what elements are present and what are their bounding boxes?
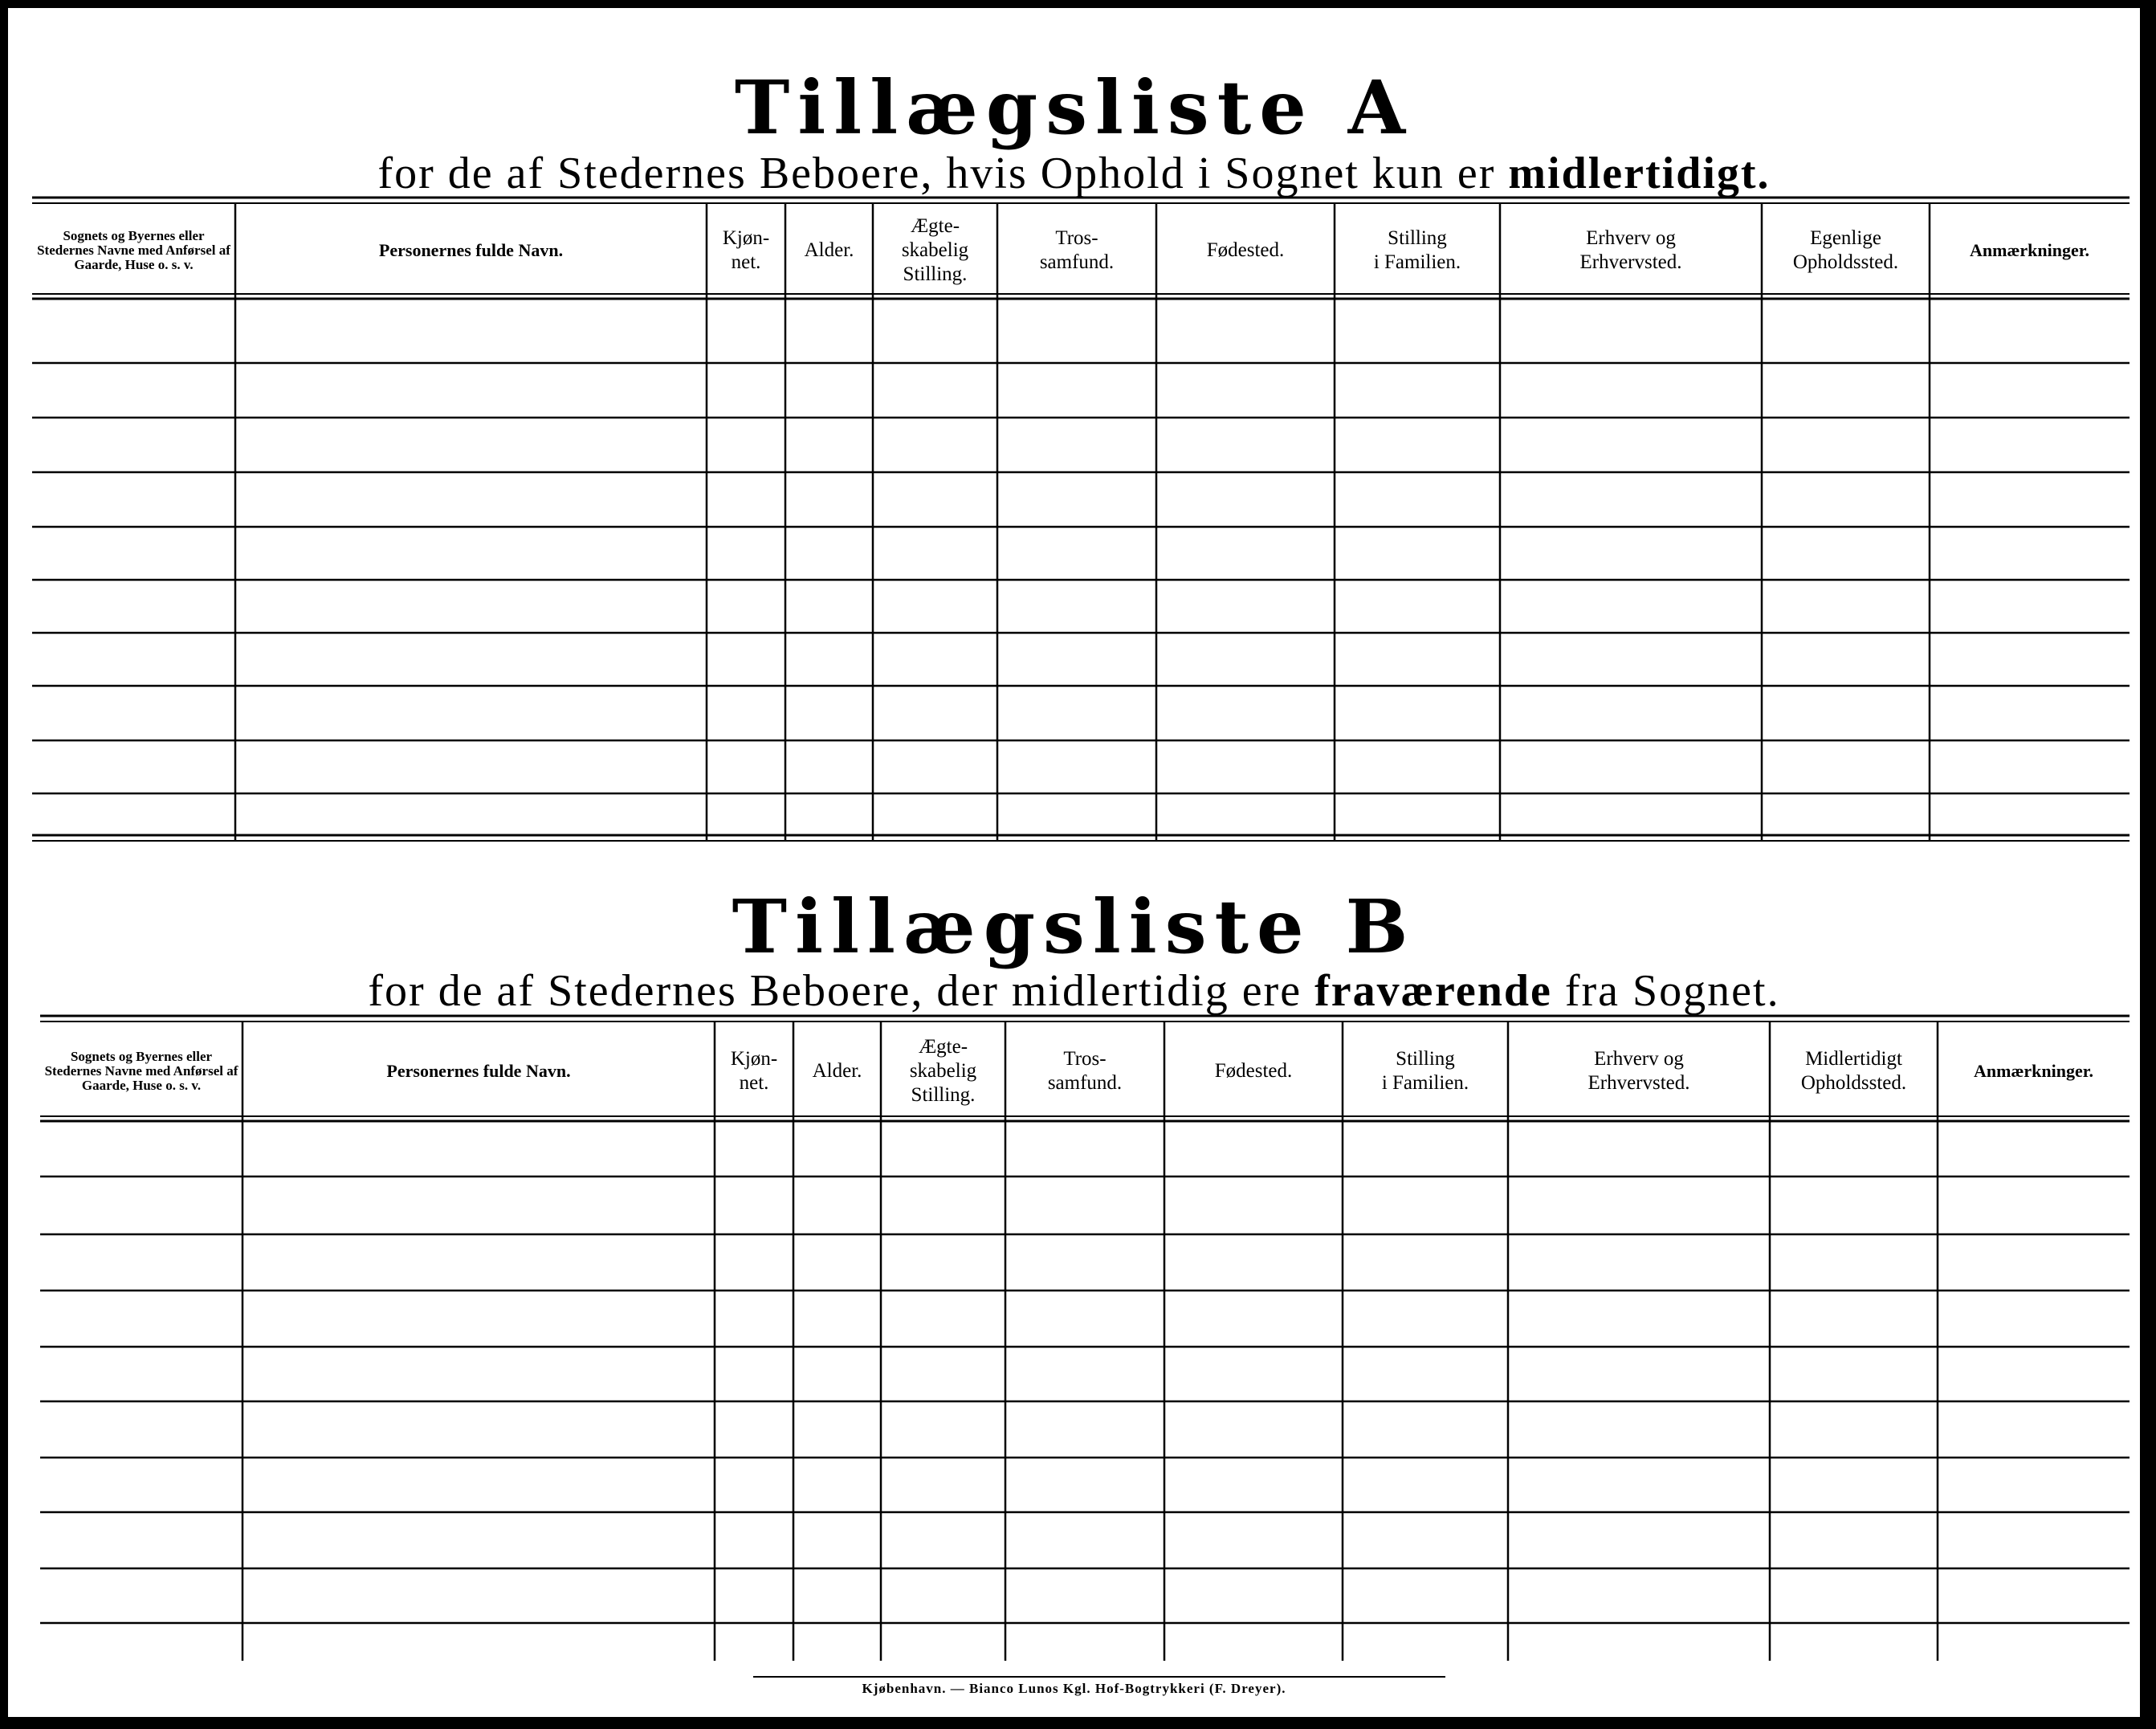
column-header-label: Tros- samfund. <box>1047 1048 1123 1094</box>
column-header-label: Fødested. <box>1206 239 1285 261</box>
list-b-subtitle-bold: fraværende <box>1314 966 1552 1016</box>
column-header-label: Alder. <box>804 239 854 261</box>
column-header-label: Stilling i Familien. <box>1381 1048 1469 1094</box>
list-a-subtitle-bold: midlertidigt. <box>1508 149 1771 198</box>
column-header-label: Kjøn- net. <box>730 1048 778 1094</box>
column-header-label: Anmærkninger. <box>1974 1060 2093 1081</box>
column-header-3 <box>718 1028 790 1115</box>
column-header-label: Ægte- skabelig Stilling. <box>901 215 969 285</box>
column-header-6 <box>1009 1028 1161 1115</box>
list-a-title: Tillægsliste A <box>734 64 1414 151</box>
list-b-subtitle-plain: for de af Stedernes Beboere, der midlertidig ere <box>368 966 1315 1016</box>
column-header-9 <box>1511 1028 1767 1115</box>
column-header-4 <box>797 1028 878 1115</box>
column-header-label: Anmærkninger. <box>1970 239 2089 260</box>
column-header-1 <box>43 1028 239 1115</box>
column-header-label: Sognets og Byernes eller Stedernes Navne med Anførsel af Gaarde, Huse o. s. v. <box>37 228 230 272</box>
list-b-table-grid <box>8 8 2140 1717</box>
column-header-label: Personernes fulde Navn. <box>386 1060 571 1081</box>
column-header-label: Fødested. <box>1214 1060 1293 1082</box>
column-header-label: Midlertidigt Opholdssted. <box>1800 1048 1907 1094</box>
column-header-label: Stilling i Familien. <box>1373 227 1461 273</box>
form-sheet <box>8 8 2140 1717</box>
list-a-subtitle-plain: for de af Stedernes Beboere, hvis Ophold i Sognet kun er <box>377 149 1509 198</box>
column-header-label: Sognets og Byernes eller Stedernes Navne med Anførsel af Gaarde, Huse o. s. v. <box>44 1049 238 1093</box>
list-b-subtitle-tail: fra Sognet. <box>1551 966 1780 1016</box>
column-header-label: Ægte- skabelig Stilling. <box>909 1036 977 1106</box>
column-header-label: Erhverv og Erhvervsted. <box>1579 227 1682 273</box>
column-header-8 <box>1346 1028 1505 1115</box>
column-header-10 <box>1773 1028 1934 1115</box>
column-header-label: Personernes fulde Navn. <box>378 239 564 260</box>
column-header-7 <box>1168 1028 1339 1115</box>
column-header-11 <box>1941 1028 2126 1115</box>
column-header-label: Erhverv og Erhvervsted. <box>1587 1048 1690 1094</box>
column-header-label: Egenlige Opholdssted. <box>1792 227 1899 273</box>
column-header-label: Kjøn- net. <box>722 227 770 273</box>
column-header-5 <box>884 1028 1002 1115</box>
column-header-2 <box>246 1028 711 1115</box>
column-header-label: Tros- samfund. <box>1039 227 1115 273</box>
column-header-label: Alder. <box>812 1060 862 1082</box>
list-b-title: Tillægsliste B <box>732 883 1416 970</box>
printer-imprint: Kjøbenhavn. — Bianco Lunos Kgl. Hof-Bogtrykkeri (F. Dreyer). <box>862 1681 1286 1696</box>
